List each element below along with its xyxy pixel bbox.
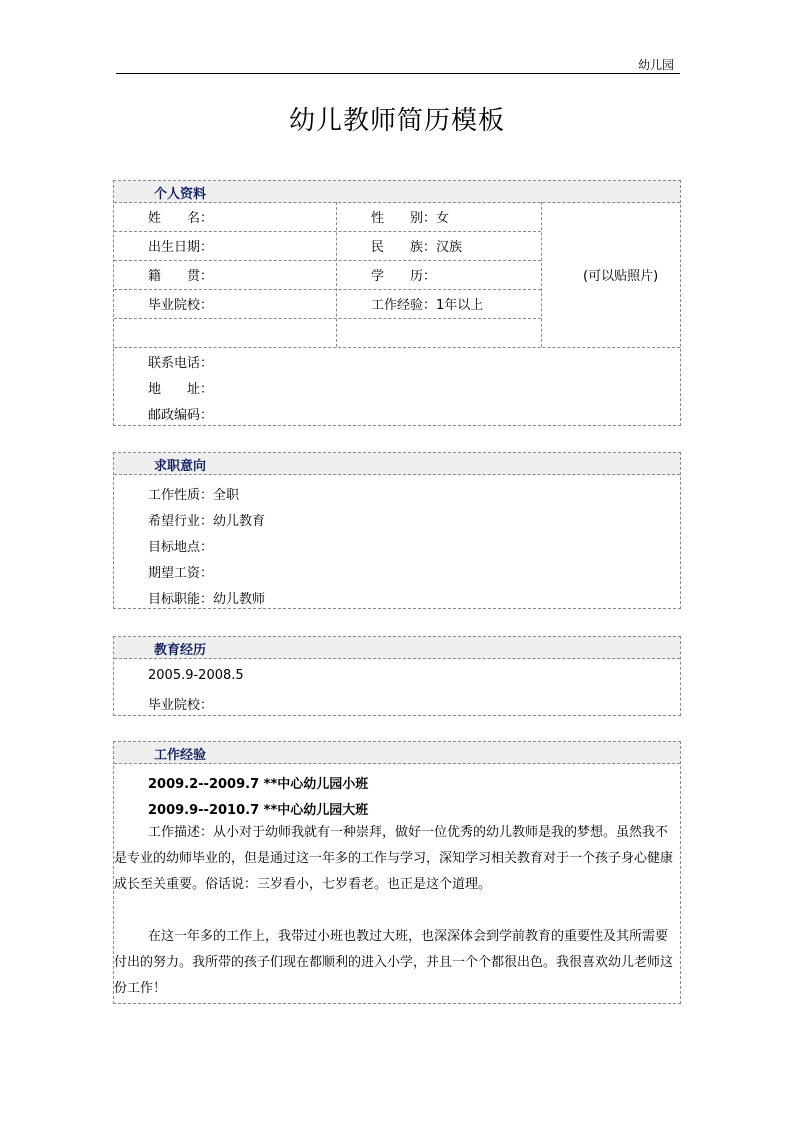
intent-item: [148, 562, 213, 581]
education-heading: 教育经历: [154, 643, 207, 658]
address-label: 地 址：: [148, 382, 214, 397]
personal-section: [113, 180, 681, 426]
photo-placeholder: (可以贴照片): [583, 269, 659, 284]
intent-section: [113, 452, 681, 609]
intent-item: [148, 510, 265, 529]
experience-value: 1年以上: [436, 298, 484, 313]
degree-field: [371, 265, 436, 284]
ethnicity-label: 民 族：: [371, 240, 437, 255]
school-label: 毕业院校：: [148, 298, 214, 313]
work-description: 在这一年多的工作上，我带过小班也教过大班，也深深体会到学前教育的重要性及其所需要付出的努力。我所带的孩子们现在都顺利的进入小学，并且一个个都很出色。我很喜欢幼儿老师这份工作！: [114, 929, 674, 996]
intent-label: 工作性质：: [148, 488, 214, 503]
work-section-header: [114, 742, 680, 764]
hometown-label: 籍 贯：: [148, 269, 214, 284]
work-heading: 工作经验: [154, 748, 207, 763]
grid-divider: [114, 289, 541, 290]
work-entry: 2009.9--2010.7 **中心幼儿园大班: [148, 803, 369, 818]
experience-label: 工作经验：: [371, 298, 437, 313]
header-org: 幼儿园: [638, 58, 675, 72]
work-description: 工作描述：从小对于幼师我就有一种崇拜，做好一位优秀的幼儿教师是我的梦想。虽然我不是专业的幼师毕业的，但是通过这一年多的工作与学习，深知学习相关教育对于一个孩子身心健康成长至关重要。俗话说：三岁看小，七岁看老。也正是这个道理。: [114, 825, 674, 892]
intent-item: [148, 588, 265, 607]
education-section-header: [114, 637, 680, 659]
header-rule: [116, 73, 680, 74]
intent-item: [148, 484, 239, 503]
intent-value: 幼儿教师: [213, 592, 266, 607]
intent-value: 全职: [213, 488, 240, 503]
birthdate-label: 出生日期：: [148, 240, 214, 255]
grid-divider: [114, 231, 541, 232]
intent-heading: 求职意向: [154, 459, 207, 474]
work-section: [113, 741, 681, 1004]
intent-label: 希望行业：: [148, 514, 214, 529]
intent-item: [148, 536, 213, 555]
grid-divider: [114, 260, 541, 261]
education-school-label: 毕业院校：: [148, 698, 214, 713]
education-section: [113, 636, 681, 716]
intent-label: 期望工资：: [148, 566, 214, 581]
intent-section-header: [114, 453, 680, 475]
grid-divider: [114, 347, 680, 348]
intent-label: 目标职能：: [148, 592, 214, 607]
intent-value: 幼儿教育: [213, 514, 266, 529]
work-entry: 2009.2--2009.7 **中心幼儿园小班: [148, 777, 369, 792]
name-label: 姓 名：: [148, 211, 214, 226]
postcode-label: 邮政编码：: [148, 408, 214, 423]
gender-label: 性 别：: [371, 211, 437, 226]
page-title: 幼儿教师简历模板: [288, 106, 505, 136]
education-period: 2005.9-2008.5: [148, 668, 244, 683]
ethnicity-value: 汉族: [436, 240, 463, 255]
grid-divider: [336, 202, 337, 347]
gender-field: [371, 207, 449, 226]
grid-divider: [114, 318, 541, 319]
experience-field: [371, 294, 483, 313]
personal-heading: 个人资料: [154, 187, 207, 202]
phone-label: 联系电话：: [148, 356, 214, 371]
intent-label: 目标地点：: [148, 540, 214, 555]
ethnicity-field: [371, 236, 462, 255]
gender-value: 女: [436, 211, 450, 226]
degree-label: 学 历：: [371, 269, 437, 284]
grid-divider: [541, 202, 542, 347]
personal-section-header: [114, 181, 680, 203]
